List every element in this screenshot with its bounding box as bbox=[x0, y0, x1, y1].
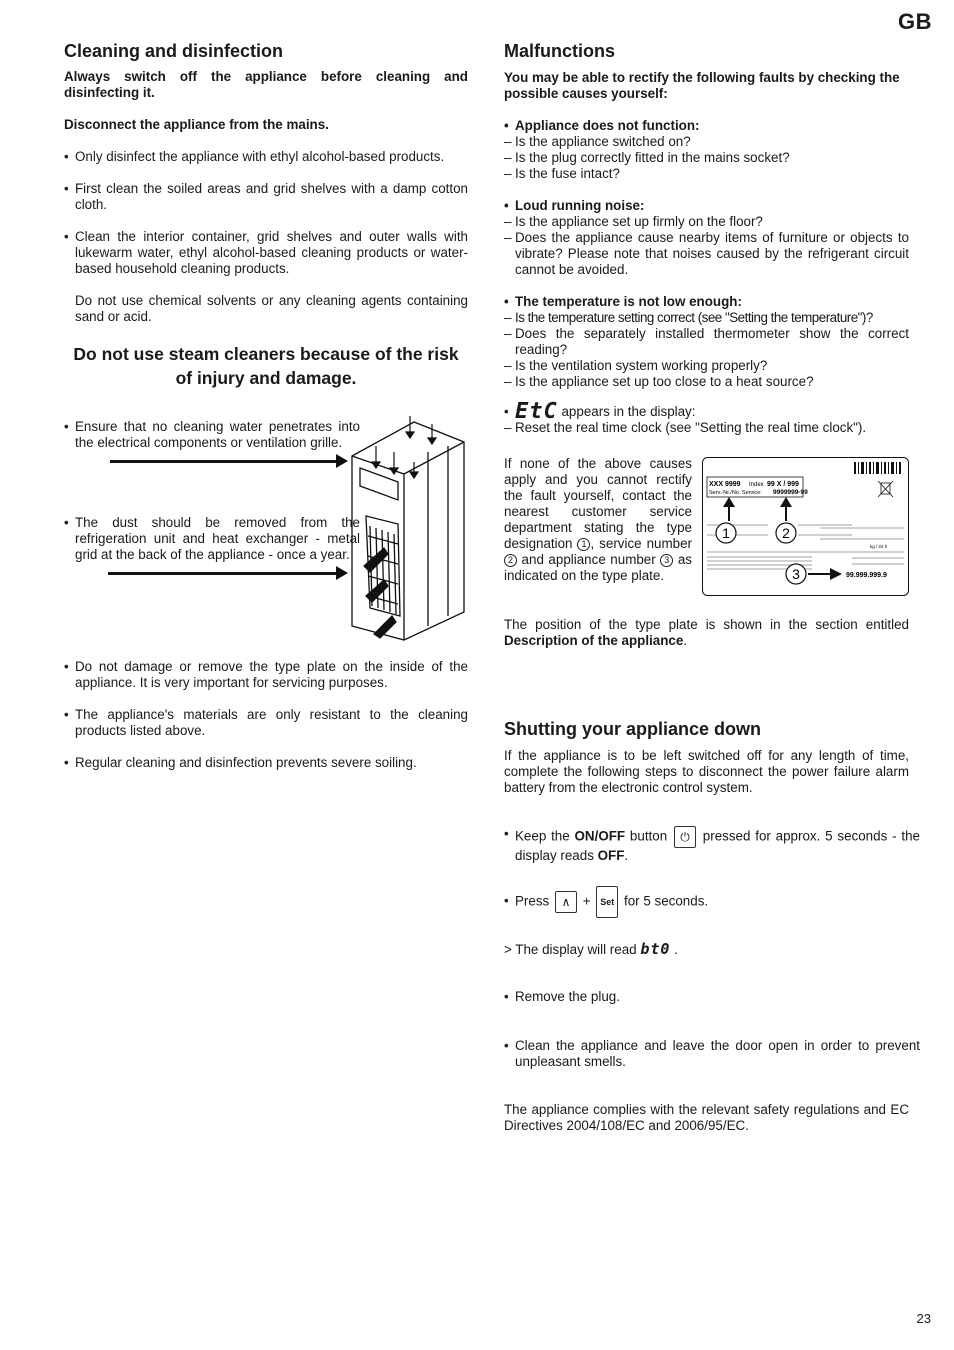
shutdown-section bbox=[504, 718, 909, 796]
cleaning-bullet: • First clean the soiled areas and grid shelves with a damp cotton cloth. bbox=[64, 181, 468, 213]
shutdown-step-clean: • Clean the appliance and leave the door open in order to prevent unpleasant smells. bbox=[504, 1038, 920, 1070]
cleaning-bullet: • Clean the interior container, grid shelves and outer walls with lukewarm water, ethyl alcohol-based cleaning products or water-based household cleaning products. bbox=[64, 229, 468, 277]
type-plate-service: 9999999-99 bbox=[773, 489, 808, 496]
fault-heading-etc-text: appears in the display: bbox=[561, 404, 696, 419]
fault-check-item: – Reset the real time clock (see "Setting the real time clock"). bbox=[504, 420, 909, 436]
type-plate-marker-1: 1 bbox=[722, 525, 730, 541]
shutdown-step-remove-plug: • Remove the plug. bbox=[504, 989, 920, 1005]
cleaning-bullet: • The appliance's materials are only resistant to the cleaning products listed above. bbox=[64, 707, 468, 739]
page-number: 23 bbox=[916, 1311, 931, 1326]
steam-warning-heading: Do not use steam cleaners because of the risk of injury and damage. bbox=[73, 344, 459, 388]
marker-3-icon: 3 bbox=[660, 554, 673, 567]
display-code-etc: EtC bbox=[515, 399, 558, 424]
fault-check-item: – Is the temperature setting correct (see "Setting the temperature")? bbox=[504, 310, 909, 326]
power-button-icon: ⏻ bbox=[674, 826, 696, 848]
language-tag: GB bbox=[898, 9, 932, 34]
fault-check-item: – Is the appliance set up too close to a heat source? bbox=[504, 374, 909, 390]
cleaning-warning-switch-off: Always switch off the appliance before cleaning and disinfecting it. bbox=[64, 69, 468, 100]
fault-check-item: – Is the appliance set up firmly on the floor? bbox=[504, 214, 909, 230]
fault-check-item: – Does the separately installed thermometer show the correct reading? bbox=[504, 326, 909, 358]
fault-heading-noise: • Loud running noise: bbox=[504, 198, 909, 214]
malfunctions-intro: You may be able to rectify the following faults by checking the possible causes yourself: bbox=[504, 70, 900, 101]
compliance-statement: The appliance complies with the relevant safety regulations and EC Directives 2004/108/EC and 2006/95/EC. bbox=[504, 1102, 909, 1133]
type-plate-service-label: Serv.-Nr./No. Service: bbox=[709, 490, 762, 496]
type-plate-marker-2: 2 bbox=[782, 525, 790, 541]
shutdown-step-onoff: • Keep the ON/OFF button ⏻ pressed for approx. 5 seconds - the display reads OFF. bbox=[504, 826, 920, 864]
cleaning-title: Cleaning and disinfection bbox=[64, 41, 284, 61]
marker-2-icon: 2 bbox=[504, 554, 517, 567]
fault-heading-temperature: • The temperature is not low enough: bbox=[504, 294, 909, 310]
pointer-arrow bbox=[110, 460, 336, 463]
cleaning-note: Do not use chemical solvents or any cleaning agents containing sand or acid. bbox=[75, 293, 468, 324]
fault-check-item: – Is the appliance switched on? bbox=[504, 134, 909, 150]
cleaning-bullet: • Only disinfect the appliance with ethyl alcohol-based products. bbox=[64, 149, 468, 165]
cleaning-warning-disconnect: Disconnect the appliance from the mains. bbox=[64, 117, 329, 132]
type-plate-index: 99 X / 999 bbox=[767, 481, 799, 488]
up-arrow-button-icon: ∧ bbox=[555, 891, 577, 913]
cleaning-bullet: • Do not damage or remove the type plate on the inside of the appliance. It is very important for servicing purposes. bbox=[64, 659, 468, 691]
display-code-bt0: bt0 bbox=[640, 940, 671, 958]
cleaning-bullet-dust: • The dust should be removed from the refrigeration unit and heat exchanger - metal grid at the back of the appliance - once a year. bbox=[64, 515, 360, 563]
type-plate-model: XXX 9999 bbox=[709, 481, 741, 488]
fault-check-item: – Does the appliance cause nearby items of furniture or objects to vibrate? Please note that noises caused by the refrigerant circuit cannot be avoided. bbox=[504, 230, 909, 278]
fault-check-item: – Is the plug correctly fitted in the mains socket? bbox=[504, 150, 909, 166]
cleaning-section-lower bbox=[64, 659, 468, 771]
type-plate-illustration bbox=[702, 457, 909, 596]
type-plate-serial: 99.999.999.9 bbox=[846, 572, 887, 579]
type-plate-index-label: Index bbox=[749, 482, 764, 488]
type-plate-capacity: kg / 24 h bbox=[870, 544, 888, 549]
set-button-icon: Set bbox=[596, 886, 618, 918]
appliance-rear-illustration bbox=[344, 416, 470, 642]
type-plate-position-paragraph: The position of the type plate is shown in the section entitled Description of the appliance. bbox=[504, 617, 909, 648]
malfunctions-title: Malfunctions bbox=[504, 41, 615, 61]
pointer-arrow bbox=[108, 572, 336, 575]
marker-1-icon: 1 bbox=[577, 538, 590, 551]
cleaning-section bbox=[64, 40, 468, 390]
shutdown-display-reads: > The display will read bt0 . bbox=[504, 940, 678, 958]
fault-check-item: – Is the ventilation system working properly? bbox=[504, 358, 909, 374]
description-section-reference: Description of the appliance bbox=[504, 633, 684, 648]
cleaning-bullet-water: • Ensure that no cleaning water penetrates into the electrical components or ventilation grille. bbox=[64, 419, 360, 451]
fault-heading-etc bbox=[504, 399, 909, 424]
fault-check-item: – Is the fuse intact? bbox=[504, 166, 909, 182]
fault-heading-no-function: • Appliance does not function: bbox=[504, 118, 909, 134]
contact-service-paragraph: If none of the above causes apply and you cannot rectify the fault yourself, contact the nearest customer service department stating the type designation 1 , service number 2 and appliance number 3 as indicated on the type plate. bbox=[504, 456, 692, 583]
malfunctions-section bbox=[504, 40, 909, 436]
type-plate-marker-3: 3 bbox=[792, 566, 800, 582]
shutdown-title: Shutting your appliance down bbox=[504, 719, 762, 739]
shutdown-intro: If the appliance is to be left switched off for any length of time, complete the following steps to disconnect the power failure alarm battery from the electronic control system. bbox=[504, 748, 909, 795]
shutdown-step-press: • Press ∧ + Set for 5 seconds. bbox=[504, 886, 920, 918]
cleaning-bullet: • Regular cleaning and disinfection prevents severe soiling. bbox=[64, 755, 468, 771]
